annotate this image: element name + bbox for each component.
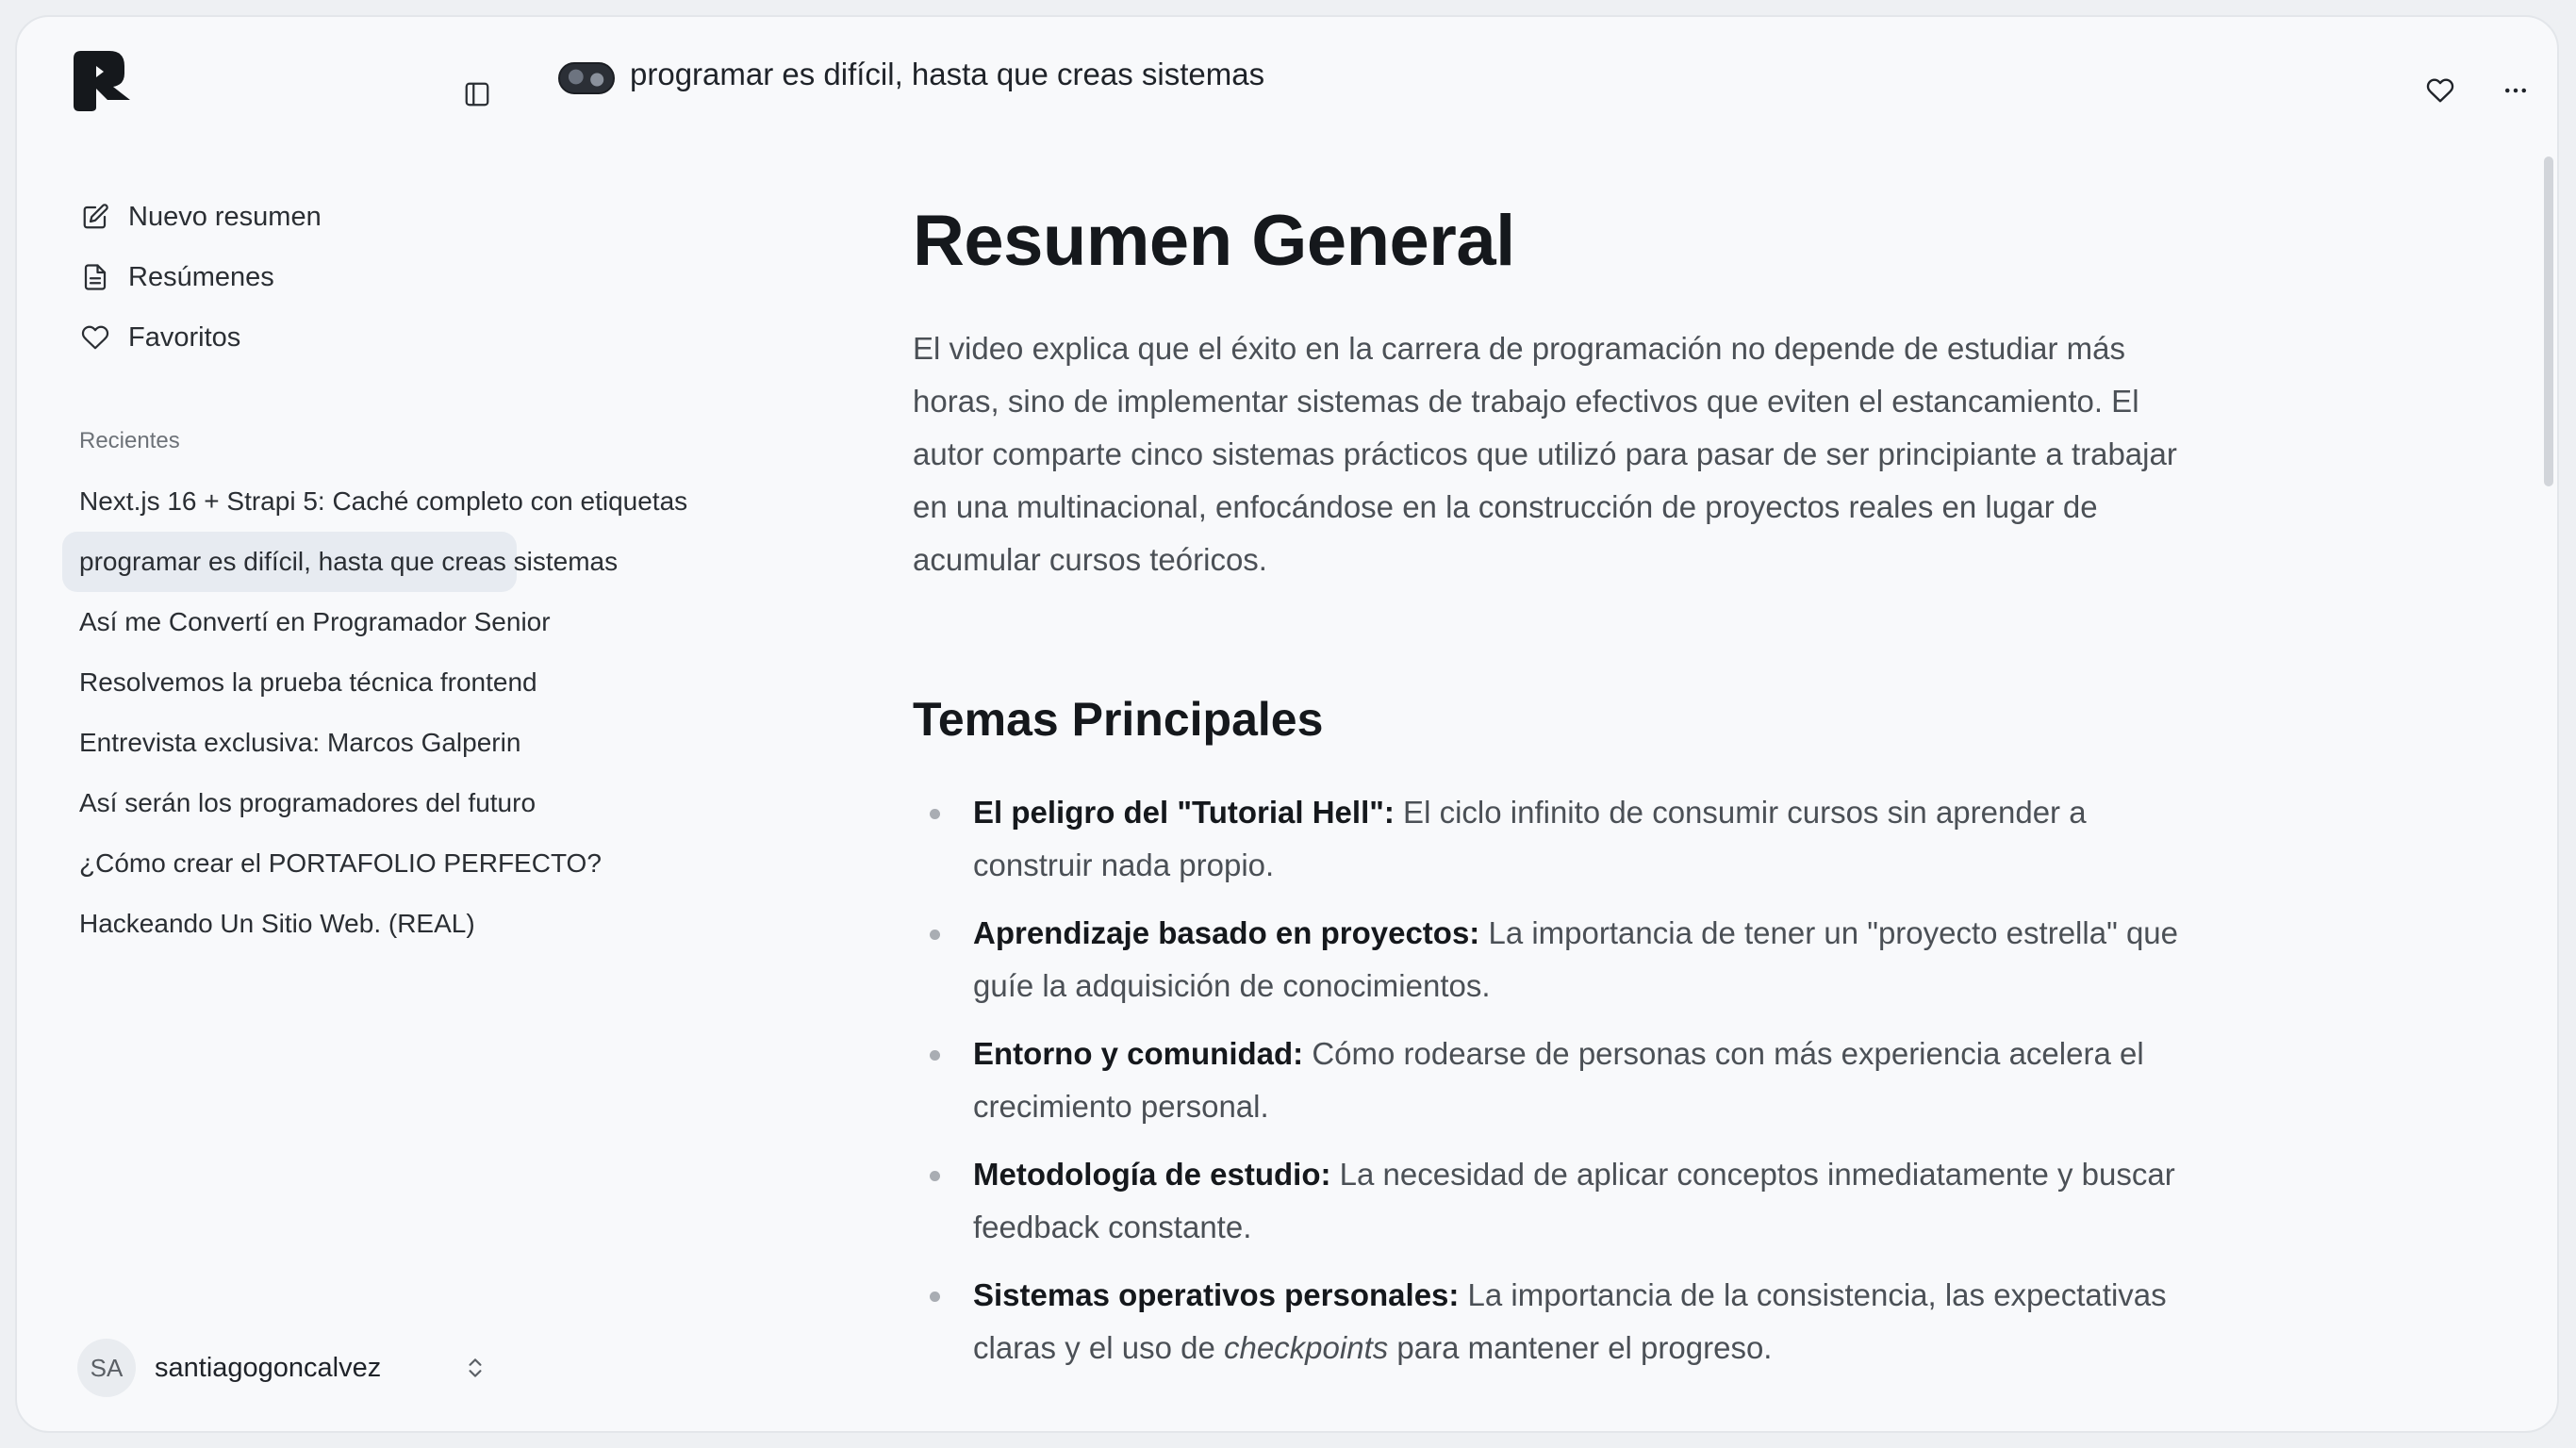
list-item: Aprendizaje basado en proyectos: La importancia de tener un "proyecto estrella" que guíe la adquisición de conocimientos. (913, 907, 2195, 1012)
bullet (930, 1171, 940, 1181)
recent-item[interactable]: Hackeando Un Sitio Web. (REAL) (79, 909, 475, 938)
bullet (930, 1050, 940, 1061)
list-item: Sistemas operativos personales: La importancia de la consistencia, las expectativas claras y el uso de checkpoints para mantener el progreso. (913, 1269, 2195, 1374)
list-item: Metodología de estudio: La necesidad de aplicar conceptos inmediatamente y buscar feedback constante. (913, 1148, 2195, 1254)
topics-list (913, 786, 2195, 1374)
document-icon (79, 261, 111, 293)
recent-item[interactable]: ¿Cómo crear el PORTAFOLIO PERFECTO? (79, 848, 602, 878)
nav-favorites[interactable]: Favoritos (62, 307, 505, 368)
heart-icon (79, 321, 111, 354)
favorite-button[interactable] (2416, 66, 2465, 115)
list-item: El peligro del "Tutorial Hell": El ciclo infinito de consumir cursos sin aprender a construir nada propio. (913, 786, 2195, 892)
bullet (930, 1292, 940, 1302)
edit-icon (79, 201, 111, 233)
more-horizontal-icon (2502, 76, 2530, 105)
recents-list (62, 471, 688, 954)
scrollbar[interactable] (2544, 156, 2553, 486)
list-item: Entorno y comunidad: Cómo rodearse de personas con más experiencia acelera el crecimiento personal. (913, 1028, 2195, 1133)
bullet (930, 930, 940, 940)
page-header-title: programar es difícil, hasta que creas sistemas (630, 57, 1265, 91)
recent-item-active[interactable]: programar es difícil, hasta que creas sistemas (62, 532, 517, 592)
recent-item[interactable]: Resolvemos la prueba técnica frontend (79, 667, 537, 697)
recent-item[interactable]: Así me Convertí en Programador Senior (79, 607, 551, 636)
sidebar (17, 17, 688, 1431)
summary-content (913, 202, 2195, 1390)
heart-icon (2426, 76, 2454, 105)
recent-item[interactable]: Entrevista exclusiva: Marcos Galperin (79, 728, 521, 757)
more-options-button[interactable] (2491, 66, 2540, 115)
avatar: SA (77, 1339, 136, 1397)
section-title: Temas Principales (913, 692, 1324, 746)
recents-heading: Recientes (79, 428, 180, 453)
recent-item[interactable]: Así serán los programadores del futuro (79, 788, 537, 817)
app-window (15, 15, 2559, 1433)
nav-summaries[interactable]: Resúmenes (62, 247, 505, 307)
recent-item[interactable]: Next.js 16 + Strapi 5: Caché completo con etiquetas (79, 486, 688, 516)
summary-intro: El video explica que el éxito en la carrera de programación no depende de estudiar más horas, sino de implementar sistemas de trabajo efectivos que eviten el estancamiento. El autor comparte cinco sistemas prácticos que utilizó para pasar de ser principiante a trabajar en una multinacional, enfocándose en la construcción de proyectos reales en lugar de acumular cursos teóricos. (913, 330, 2177, 577)
page-title: Resumen General (913, 201, 1515, 281)
video-thumbnail (558, 62, 615, 94)
chevron-up-down-icon (456, 1349, 494, 1387)
app-logo[interactable] (64, 45, 134, 115)
nav-new-summary[interactable]: Nuevo resumen (62, 187, 505, 247)
sidebar-toggle-icon (463, 80, 491, 108)
bullet (930, 809, 940, 819)
username: santiagogoncalvez (155, 1352, 382, 1383)
sidebar-toggle-button[interactable] (453, 70, 502, 119)
sidebar-nav (62, 187, 505, 368)
user-menu[interactable] (62, 1333, 505, 1403)
